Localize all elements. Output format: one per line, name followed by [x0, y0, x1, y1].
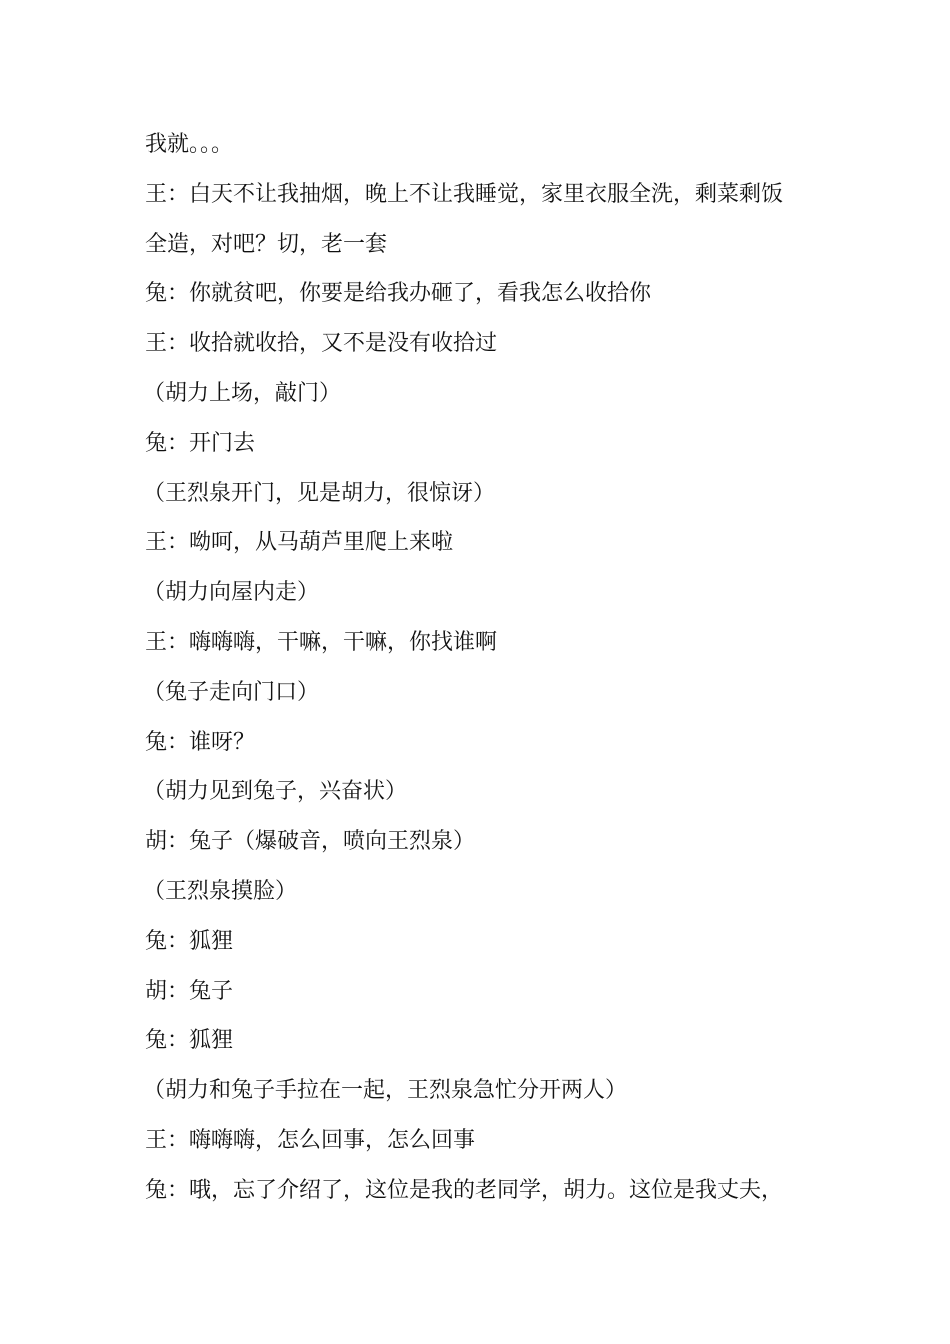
script-line: 兔：开门去 — [145, 430, 256, 456]
script-line: 王：嗨嗨嗨，干嘛，干嘛，你找谁啊 — [145, 629, 498, 655]
script-line: 兔：谁呀？ — [145, 729, 256, 755]
script-line: 兔：哦，忘了介绍了，这位是我的老同学，胡力。这位是我丈夫， — [145, 1177, 784, 1203]
stage-direction: （胡力向屋内走） — [143, 580, 320, 606]
script-line: 兔：狐狸 — [145, 1028, 234, 1054]
script-line: 全造，对吧？切，老一套 — [145, 231, 388, 257]
script-line: 胡：兔子（爆破音，喷向王烈泉） — [145, 829, 476, 855]
script-line: 胡：兔子 — [145, 978, 234, 1004]
script-line: 王：呦呵，从马葫芦里爬上来啦 — [145, 530, 454, 556]
stage-direction: （兔子走向门口） — [143, 679, 320, 705]
script-body — [145, 120, 825, 1216]
script-line: 王：收拾就收拾，又不是没有收拾过 — [145, 331, 498, 357]
stage-direction: （王烈泉开门，见是胡力，很惊讶） — [143, 480, 496, 506]
script-line: 王：嗨嗨嗨，怎么回事，怎么回事 — [145, 1127, 476, 1153]
stage-direction: （胡力和兔子手拉在一起，王烈泉急忙分开两人） — [143, 1078, 628, 1104]
script-line: 我就。。。 — [145, 132, 234, 157]
script-line: 兔：狐狸 — [145, 928, 234, 954]
stage-direction: （胡力上场，敲门） — [143, 380, 342, 406]
script-line: 王：白天不让我抽烟，晚上不让我睡觉，家里衣服全洗，剩菜剩饭 — [145, 181, 784, 207]
script-line: 兔：你就贫吧，你要是给我办砸了，看我怎么收拾你 — [145, 281, 652, 307]
stage-direction: （王烈泉摸脸） — [143, 878, 298, 904]
stage-direction: （胡力见到兔子，兴奋状） — [143, 779, 408, 805]
